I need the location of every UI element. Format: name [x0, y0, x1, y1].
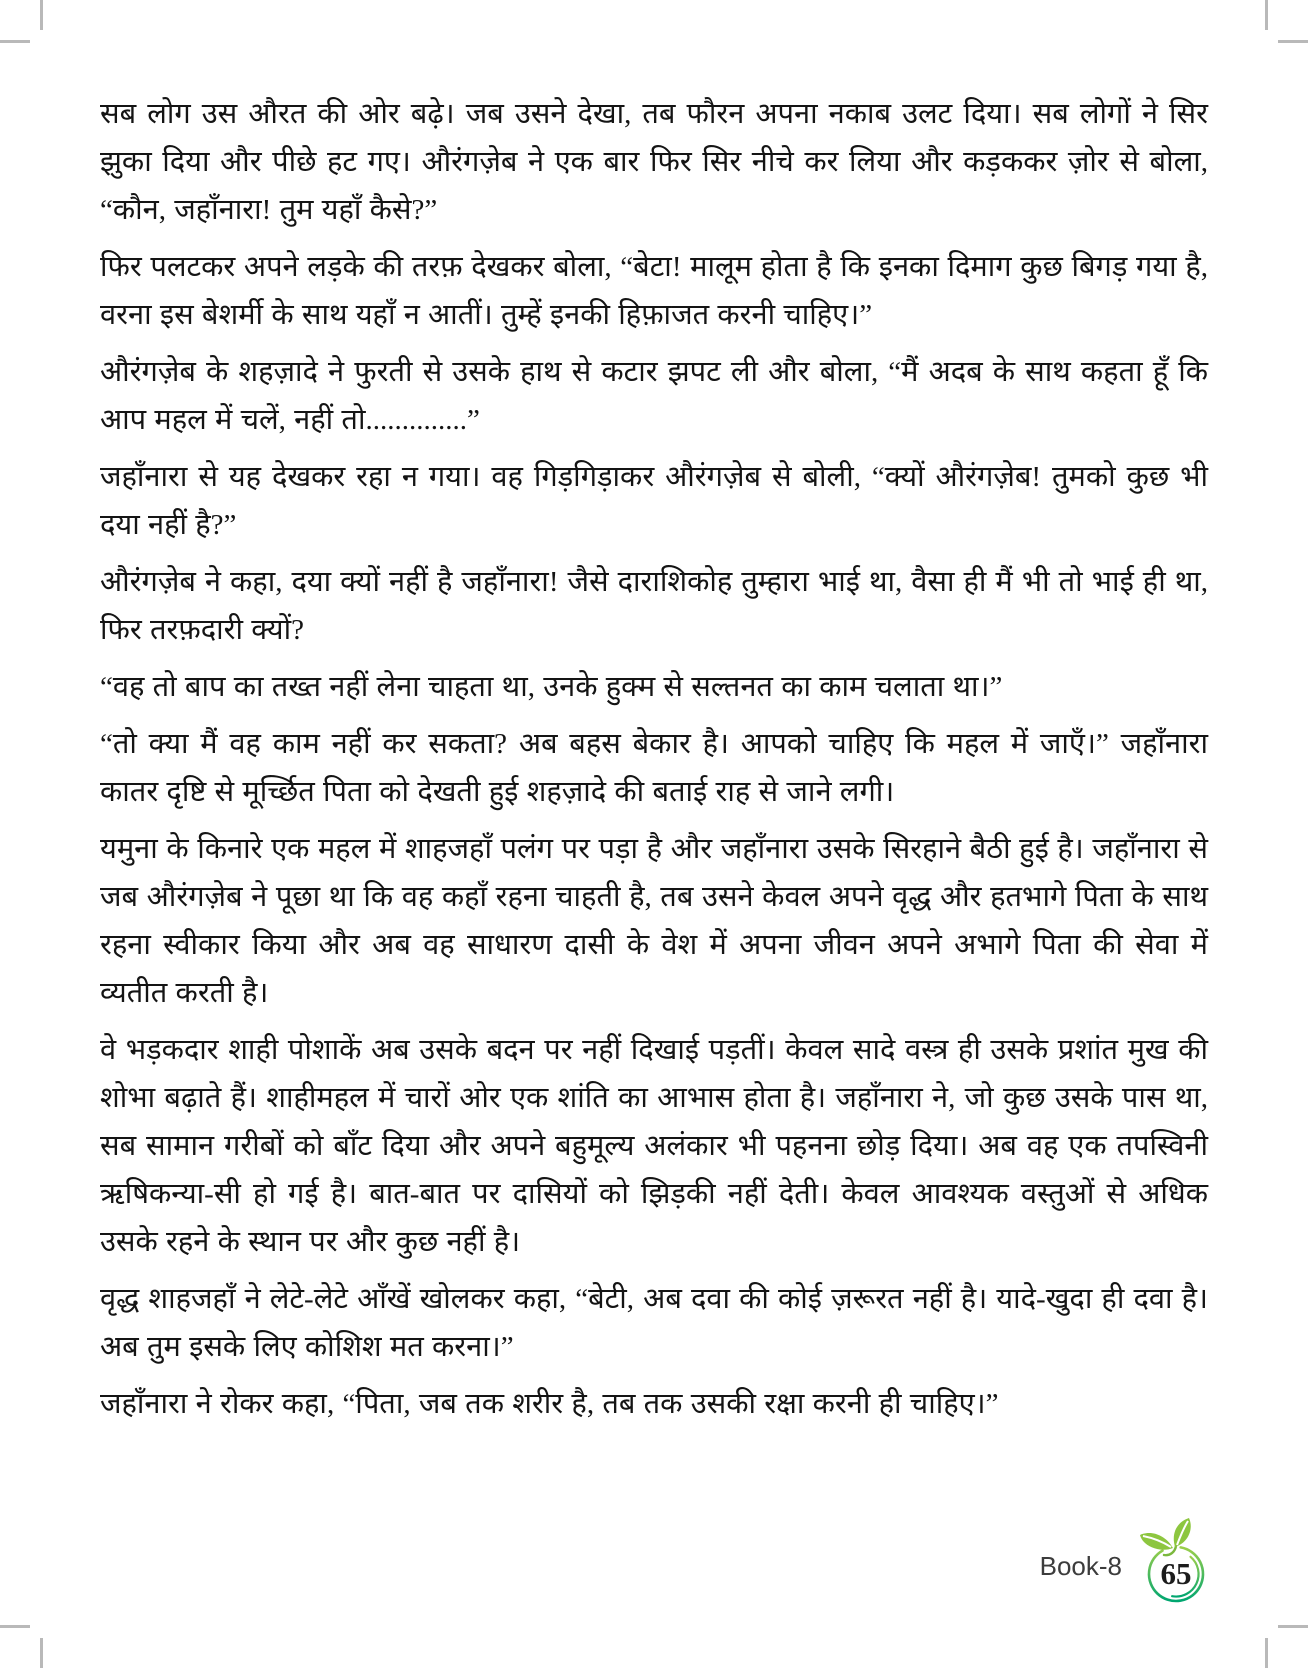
paragraph-4: जहाँनारा से यह देखकर रहा न गया। वह गिड़गिड़ाकर औरंगज़ेब से बोली, “क्यों औरंगज़ेब! तुमको कुछ भी दया नहीं है?”: [100, 461, 1208, 541]
paragraph-8: यमुना के किनारे एक महल में शाहजहाँ पलंग पर पड़ा है और जहाँनारा उसके सिरहाने बैठी हुई है। जहाँनारा से जब औरंगज़ेब ने पूछा था कि वह कहाँ रहना चाहती है, तब उसने केवल अपने वृद्ध और हतभागे पिता के साथ रहना स्वीकार किया और अब वह साधारण दासी के वेश में अपना जीवन अपने अभागे पिता की सेवा में व्यतीत करती है।: [100, 833, 1208, 1009]
crop-mark-bottom-left-vertical: [40, 1638, 43, 1668]
paragraph-6: “वह तो बाप का तख्त नहीं लेना चाहता था, उनके हुक्म से सल्तनत का काम चलाता था।”: [100, 671, 1003, 703]
paragraph-5: औरंगज़ेब ने कहा, दया क्यों नहीं है जहाँनारा! जैसे दाराशिकोह तुम्हारा भाई था, वैसा ही मैं भी तो भाई ही था, फिर तरफ़दारी क्यों?: [100, 566, 1208, 646]
paragraph-10: वृद्ध शाहजहाँ ने लेटे-लेटे आँखें खोलकर कहा, “बेटी, अब दवा की कोई ज़रूरत नहीं है। यादे-खुदा ही दवा है। अब तुम इसके लिए कोशिश मत करना।”: [100, 1283, 1208, 1363]
crop-mark-bottom-right-vertical: [1265, 1638, 1268, 1668]
paragraph-7: “तो क्या मैं वह काम नहीं कर सकता? अब बहस बेकार है। आपको चाहिए कि महल में जाएँ।” जहाँनारा कातर दृष्टि से मूर्च्छित पिता को देखती हुई शहज़ादे की बताई राह से जाने लगी।: [100, 728, 1208, 808]
page-footer: [1040, 1516, 1210, 1604]
crop-mark-top-right-horizontal: [1278, 40, 1308, 43]
crop-mark-top-right-vertical: [1265, 0, 1268, 30]
page-number-badge: [1130, 1516, 1210, 1604]
paragraph-11: जहाँनारा ने रोकर कहा, “पिता, जब तक शरीर है, तब तक उसकी रक्षा करनी ही चाहिए।”: [100, 1388, 999, 1420]
paragraph-3: औरंगज़ेब के शहज़ादे ने फुरती से उसके हाथ से कटार झपट ली और बोला, “मैं अदब के साथ कहता हूँ कि आप महल में चलें, नहीं तो..............”: [100, 356, 1208, 436]
crop-mark-bottom-right-horizontal: [1278, 1625, 1308, 1628]
page-number: 65: [1160, 1556, 1192, 1591]
paragraph-2: फिर पलटकर अपने लड़के की तरफ़ देखकर बोला, “बेटा! मालूम होता है कि इनका दिमाग कुछ बिगड़ गया है, वरना इस बेशर्मी के साथ यहाँ न आतीं। तुम्हें इनकी हिफ़ाजत करनी चाहिए।”: [100, 251, 1208, 331]
crop-mark-bottom-left-horizontal: [0, 1625, 30, 1628]
crop-mark-top-left-horizontal: [0, 40, 30, 43]
paragraph-1: सब लोग उस औरत की ओर बढ़े। जब उसने देखा, तब फौरन अपना नकाब उलट दिया। सब लोगों ने सिर झुका दिया और पीछे हट गए। औरंगज़ेब ने एक बार फिर सिर नीचे कर लिया और कड़ककर ज़ोर से बोला, “कौन, जहाँनारा! तुम यहाँ कैसे?”: [100, 98, 1208, 226]
paragraph-9: वे भड़कदार शाही पोशाकें अब उसके बदन पर नहीं दिखाई पड़तीं। केवल सादे वस्त्र ही उसके प्रशांत मुख की शोभा बढ़ाते हैं। शाहीमहल में चारों ओर एक शांति का आभास होता है। जहाँनारा ने, जो कुछ उसके पास था, सब सामान गरीबों को बाँट दिया और अपने बहुमूल्य अलंकार भी पहनना छोड़ दिया। अब वह एक तपस्विनी ऋषिकन्या-सी हो गई है। बात-बात पर दासियों को झिड़की नहीं देती। केवल आवश्यक वस्तुओं से अधिक उसके रहने के स्थान पर और कुछ नहीं है।: [100, 1034, 1208, 1258]
book-label: Book-8: [1039, 1551, 1122, 1581]
text-body: [100, 90, 1208, 1437]
crop-mark-top-left-vertical: [40, 0, 43, 30]
